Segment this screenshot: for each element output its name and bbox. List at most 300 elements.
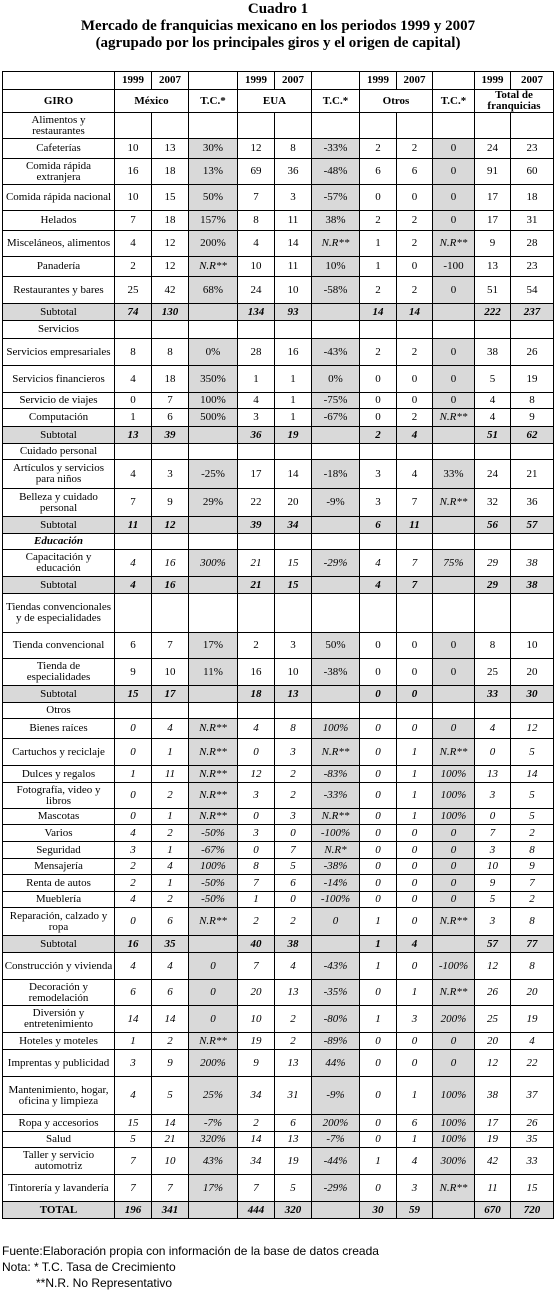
cell-otros-2007: 4 <box>397 1148 433 1175</box>
cell-otros-tc: 300% <box>433 1148 475 1175</box>
giro-label: Servicios financieros <box>3 366 115 393</box>
cell-total-2007: 237 <box>511 304 554 321</box>
cell-otros-1999: 2 <box>360 277 397 304</box>
cell-eua-1999: 14 <box>238 1132 275 1148</box>
cell-total-2007: 9 <box>511 409 554 427</box>
giro-label: Varios <box>3 825 115 842</box>
cell-eua-2007: 2 <box>275 1033 312 1050</box>
cell-otros-tc: N.R** <box>433 908 475 936</box>
cell-total-1999: 42 <box>475 1148 511 1175</box>
cell-otros-tc: 100% <box>433 766 475 783</box>
cell-total-1999: 10 <box>475 859 511 875</box>
cell-mexico-tc: 68% <box>189 277 238 304</box>
cell-mexico-1999: 11 <box>115 517 152 534</box>
cell-mexico-2007: 12 <box>152 257 189 277</box>
cell-otros-2007: 7 <box>397 577 433 594</box>
cell-otros-2007: 14 <box>397 304 433 321</box>
giro-label: Cafeterías <box>3 139 115 159</box>
section-row <box>3 321 554 339</box>
empty-cell <box>115 444 152 460</box>
cell-total-1999: 9 <box>475 875 511 892</box>
cell-eua-1999: 134 <box>238 304 275 321</box>
table-row <box>3 277 554 304</box>
cell-eua-tc: 0 <box>312 908 360 936</box>
subtotal-row <box>3 304 554 321</box>
cell-eua-tc <box>312 1202 360 1219</box>
cell-eua-tc <box>312 936 360 953</box>
cell-total-1999: 8 <box>475 633 511 659</box>
cell-eua-1999: 7 <box>238 1175 275 1202</box>
cell-otros-2007: 0 <box>397 892 433 908</box>
cell-mexico-2007: 2 <box>152 892 189 908</box>
subtotal-row <box>3 427 554 444</box>
table-row <box>3 257 554 277</box>
header-empty <box>312 72 360 90</box>
cell-mexico-tc <box>189 517 238 534</box>
cell-eua-2007: 2 <box>275 1006 312 1033</box>
cell-total-2007: 35 <box>511 1132 554 1148</box>
cell-eua-1999: 444 <box>238 1202 275 1219</box>
cell-otros-2007: 0 <box>397 825 433 842</box>
cell-mexico-1999: 0 <box>115 393 152 409</box>
cell-eua-tc: N.R** <box>312 231 360 257</box>
cell-total-2007: 26 <box>511 339 554 366</box>
cell-otros-1999: 3 <box>360 489 397 517</box>
cell-total-1999: 13 <box>475 766 511 783</box>
cell-mexico-tc: 200% <box>189 231 238 257</box>
cell-mexico-tc: 500% <box>189 409 238 427</box>
cell-mexico-2007: 7 <box>152 633 189 659</box>
cell-otros-tc <box>433 686 475 703</box>
cell-eua-1999: 21 <box>238 577 275 594</box>
giro-label: Computación <box>3 409 115 427</box>
cell-otros-tc: 0 <box>433 1033 475 1050</box>
empty-cell <box>189 534 238 550</box>
cell-otros-2007: 0 <box>397 842 433 859</box>
cell-mexico-1999: 8 <box>115 339 152 366</box>
cell-eua-tc: -44% <box>312 1148 360 1175</box>
empty-cell <box>275 444 312 460</box>
cell-mexico-2007: 7 <box>152 393 189 409</box>
cell-mexico-tc: 17% <box>189 1175 238 1202</box>
cell-otros-tc: 100% <box>433 783 475 809</box>
cell-eua-tc <box>312 427 360 444</box>
cell-otros-2007: 0 <box>397 953 433 980</box>
table-row <box>3 211 554 231</box>
section-label: Educación <box>3 534 115 550</box>
cell-mexico-tc: 300% <box>189 550 238 577</box>
cell-eua-2007: 3 <box>275 185 312 211</box>
cell-total-2007: 38 <box>511 577 554 594</box>
cell-otros-2007: 7 <box>397 489 433 517</box>
cell-otros-tc: 0 <box>433 211 475 231</box>
cell-mexico-1999: 25 <box>115 277 152 304</box>
cell-mexico-tc: N.R** <box>189 257 238 277</box>
cell-total-1999: 51 <box>475 427 511 444</box>
cell-mexico-tc: N.R** <box>189 1033 238 1050</box>
cell-total-1999: 222 <box>475 304 511 321</box>
header-mexico-1999: 1999 <box>115 72 152 90</box>
cell-eua-2007: 5 <box>275 859 312 875</box>
cell-total-1999: 5 <box>475 366 511 393</box>
cell-otros-1999: 2 <box>360 339 397 366</box>
cell-mexico-2007: 1 <box>152 842 189 859</box>
empty-cell <box>475 113 511 139</box>
cell-eua-1999: 3 <box>238 783 275 809</box>
subtotal-row <box>3 517 554 534</box>
cell-otros-1999: 4 <box>360 550 397 577</box>
cell-total-2007: 19 <box>511 366 554 393</box>
cell-eua-tc: -67% <box>312 409 360 427</box>
cell-otros-1999: 1 <box>360 257 397 277</box>
giro-label: Renta de autos <box>3 875 115 892</box>
table-row <box>3 980 554 1006</box>
cell-eua-1999: 4 <box>238 231 275 257</box>
cell-eua-2007: 20 <box>275 489 312 517</box>
cell-eua-1999: 10 <box>238 1006 275 1033</box>
cell-mexico-1999: 4 <box>115 892 152 908</box>
total-row <box>3 1202 554 1219</box>
cell-total-1999: 9 <box>475 231 511 257</box>
table-row <box>3 1148 554 1175</box>
cell-mexico-1999: 0 <box>115 719 152 739</box>
cell-otros-2007: 6 <box>397 159 433 185</box>
cell-eua-tc: 10% <box>312 257 360 277</box>
section-label: Alimentos y restaurantes <box>3 113 115 139</box>
cell-eua-1999: 4 <box>238 393 275 409</box>
giro-label: Panadería <box>3 257 115 277</box>
giro-label: Construcción y vivienda <box>3 953 115 980</box>
cell-otros-1999: 0 <box>360 825 397 842</box>
giro-label: Mascotas <box>3 809 115 825</box>
cell-otros-tc: 0 <box>433 139 475 159</box>
cell-mexico-tc: 0 <box>189 953 238 980</box>
table-row <box>3 809 554 825</box>
cell-mexico-1999: 9 <box>115 659 152 686</box>
cell-otros-2007: 0 <box>397 257 433 277</box>
cell-otros-1999: 1 <box>360 953 397 980</box>
cell-mexico-2007: 4 <box>152 719 189 739</box>
empty-cell <box>433 444 475 460</box>
cell-otros-1999: 0 <box>360 1077 397 1115</box>
section-row <box>3 113 554 139</box>
cell-total-2007: 8 <box>511 908 554 936</box>
cell-mexico-2007: 7 <box>152 1175 189 1202</box>
table-row <box>3 159 554 185</box>
cell-eua-tc <box>312 304 360 321</box>
cell-total-2007: 5 <box>511 739 554 766</box>
cell-otros-tc: 0 <box>433 277 475 304</box>
cell-mexico-tc <box>189 936 238 953</box>
cell-eua-tc <box>312 517 360 534</box>
cell-total-2007: 5 <box>511 809 554 825</box>
cell-otros-1999: 1 <box>360 231 397 257</box>
empty-cell <box>115 534 152 550</box>
cell-eua-2007: 38 <box>275 936 312 953</box>
empty-cell <box>312 703 360 719</box>
subtotal-label: Subtotal <box>3 427 115 444</box>
cell-mexico-1999: 4 <box>115 953 152 980</box>
table-row <box>3 489 554 517</box>
cell-total-2007: 19 <box>511 1006 554 1033</box>
cell-total-2007: 9 <box>511 859 554 875</box>
cell-eua-2007: 11 <box>275 257 312 277</box>
cell-total-1999: 25 <box>475 659 511 686</box>
empty-cell <box>152 703 189 719</box>
cell-eua-tc: -75% <box>312 393 360 409</box>
cell-otros-tc: 0 <box>433 892 475 908</box>
cell-otros-1999: 0 <box>360 892 397 908</box>
cell-eua-2007: 93 <box>275 304 312 321</box>
cell-mexico-2007: 39 <box>152 427 189 444</box>
cell-otros-2007: 0 <box>397 393 433 409</box>
cell-mexico-tc: 29% <box>189 489 238 517</box>
cell-otros-tc: -100 <box>433 257 475 277</box>
empty-cell <box>275 321 312 339</box>
cell-mexico-2007: 14 <box>152 1115 189 1132</box>
cell-total-2007: 720 <box>511 1202 554 1219</box>
cell-otros-2007: 3 <box>397 1175 433 1202</box>
table-row <box>3 875 554 892</box>
cell-eua-1999: 0 <box>238 739 275 766</box>
cell-eua-2007: 31 <box>275 1077 312 1115</box>
cell-mexico-2007: 9 <box>152 1050 189 1077</box>
cell-total-2007: 4 <box>511 1033 554 1050</box>
cell-eua-tc: -33% <box>312 783 360 809</box>
cell-total-1999: 13 <box>475 257 511 277</box>
empty-cell <box>433 594 475 633</box>
cell-otros-2007: 1 <box>397 739 433 766</box>
cell-mexico-1999: 14 <box>115 1006 152 1033</box>
giro-label: Diversión y entretenimiento <box>3 1006 115 1033</box>
cell-total-1999: 29 <box>475 577 511 594</box>
cell-otros-2007: 11 <box>397 517 433 534</box>
header-empty <box>3 72 115 90</box>
cell-eua-1999: 8 <box>238 211 275 231</box>
cell-total-2007: 54 <box>511 277 554 304</box>
cell-otros-1999: 30 <box>360 1202 397 1219</box>
cell-eua-tc: -43% <box>312 339 360 366</box>
cell-eua-1999: 18 <box>238 686 275 703</box>
cell-eua-tc: -29% <box>312 1175 360 1202</box>
cell-otros-tc <box>433 517 475 534</box>
empty-cell <box>115 594 152 633</box>
table-row <box>3 825 554 842</box>
cell-mexico-tc <box>189 1202 238 1219</box>
section-label: Servicios <box>3 321 115 339</box>
empty-cell <box>312 534 360 550</box>
cell-total-2007: 37 <box>511 1077 554 1115</box>
cell-total-2007: 26 <box>511 1115 554 1132</box>
header-total-1999: 1999 <box>475 72 511 90</box>
cell-mexico-1999: 2 <box>115 257 152 277</box>
subtotal-label: Subtotal <box>3 517 115 534</box>
cell-otros-1999: 0 <box>360 1175 397 1202</box>
cell-otros-2007: 0 <box>397 659 433 686</box>
cell-eua-2007: 1 <box>275 393 312 409</box>
cell-mexico-2007: 4 <box>152 859 189 875</box>
header-tc-eua: T.C.* <box>312 90 360 113</box>
cell-mexico-1999: 1 <box>115 1033 152 1050</box>
cell-total-1999: 0 <box>475 739 511 766</box>
cell-mexico-tc: 0% <box>189 339 238 366</box>
cell-eua-1999: 21 <box>238 550 275 577</box>
cell-eua-2007: 5 <box>275 1175 312 1202</box>
empty-cell <box>360 444 397 460</box>
cell-total-2007: 12 <box>511 719 554 739</box>
cell-eua-tc: -89% <box>312 1033 360 1050</box>
cell-eua-tc <box>312 577 360 594</box>
cell-total-1999: 38 <box>475 1077 511 1115</box>
empty-cell <box>238 534 275 550</box>
section-label: Cuidado personal <box>3 444 115 460</box>
cell-total-2007: 15 <box>511 1175 554 1202</box>
cell-eua-2007: 8 <box>275 719 312 739</box>
cell-mexico-2007: 16 <box>152 550 189 577</box>
cell-otros-1999: 0 <box>360 859 397 875</box>
nr-note: **N.R. No Representativo <box>36 1276 173 1290</box>
empty-cell <box>397 703 433 719</box>
cell-otros-tc: N.R** <box>433 980 475 1006</box>
cell-mexico-tc: -7% <box>189 1115 238 1132</box>
empty-cell <box>511 703 554 719</box>
table-row <box>3 859 554 875</box>
cell-total-1999: 91 <box>475 159 511 185</box>
empty-cell <box>189 321 238 339</box>
cell-total-1999: 3 <box>475 908 511 936</box>
section-label: Otros <box>3 703 115 719</box>
cell-eua-2007: 1 <box>275 366 312 393</box>
table-row <box>3 953 554 980</box>
cell-mexico-2007: 8 <box>152 339 189 366</box>
cell-total-1999: 19 <box>475 1132 511 1148</box>
cell-total-1999: 4 <box>475 393 511 409</box>
empty-cell <box>475 534 511 550</box>
cell-total-2007: 36 <box>511 489 554 517</box>
cell-mexico-tc: 200% <box>189 1050 238 1077</box>
cell-eua-tc: -9% <box>312 489 360 517</box>
empty-cell <box>312 594 360 633</box>
cell-mexico-1999: 3 <box>115 1050 152 1077</box>
giro-label: Decoración y remodelación <box>3 980 115 1006</box>
cell-eua-1999: 9 <box>238 1050 275 1077</box>
cell-eua-tc: -7% <box>312 1132 360 1148</box>
cell-eua-1999: 2 <box>238 633 275 659</box>
cell-otros-2007: 4 <box>397 460 433 489</box>
table-row <box>3 1175 554 1202</box>
empty-cell <box>238 703 275 719</box>
empty-cell <box>275 113 312 139</box>
cell-eua-1999: 40 <box>238 936 275 953</box>
empty-cell <box>238 444 275 460</box>
header-otros-1999: 1999 <box>360 72 397 90</box>
table-row <box>3 783 554 809</box>
cell-mexico-1999: 4 <box>115 550 152 577</box>
cell-mexico-tc: 13% <box>189 159 238 185</box>
cell-mexico-1999: 196 <box>115 1202 152 1219</box>
cell-otros-tc: N.R** <box>433 489 475 517</box>
empty-cell <box>475 321 511 339</box>
cell-eua-1999: 0 <box>238 842 275 859</box>
cell-eua-tc: -35% <box>312 980 360 1006</box>
cell-eua-1999: 8 <box>238 859 275 875</box>
cell-mexico-1999: 4 <box>115 231 152 257</box>
cell-mexico-1999: 15 <box>115 1115 152 1132</box>
giro-label: Helados <box>3 211 115 231</box>
cell-mexico-tc: N.R** <box>189 719 238 739</box>
cell-mexico-1999: 1 <box>115 766 152 783</box>
cell-mexico-2007: 2 <box>152 1033 189 1050</box>
cell-total-1999: 51 <box>475 277 511 304</box>
cell-otros-1999: 0 <box>360 393 397 409</box>
cell-total-1999: 24 <box>475 139 511 159</box>
cell-otros-tc: 0 <box>433 842 475 859</box>
cell-total-2007: 5 <box>511 783 554 809</box>
cell-otros-tc <box>433 304 475 321</box>
cell-mexico-1999: 15 <box>115 686 152 703</box>
cell-mexico-2007: 42 <box>152 277 189 304</box>
cell-mexico-2007: 10 <box>152 659 189 686</box>
table-row <box>3 1006 554 1033</box>
table-row <box>3 550 554 577</box>
cell-otros-1999: 1 <box>360 908 397 936</box>
cell-eua-1999: 34 <box>238 1077 275 1115</box>
cell-mexico-tc: 0 <box>189 1006 238 1033</box>
cell-eua-tc: -29% <box>312 550 360 577</box>
empty-cell <box>312 321 360 339</box>
cell-eua-2007: 10 <box>275 659 312 686</box>
cell-eua-1999: 1 <box>238 892 275 908</box>
giro-label: Capacitación y educación <box>3 550 115 577</box>
empty-cell <box>397 444 433 460</box>
cell-mexico-2007: 15 <box>152 185 189 211</box>
empty-cell <box>511 534 554 550</box>
cell-otros-2007: 3 <box>397 1006 433 1033</box>
cell-mexico-1999: 4 <box>115 460 152 489</box>
empty-cell <box>360 594 397 633</box>
cell-total-1999: 4 <box>475 409 511 427</box>
cell-otros-2007: 0 <box>397 1050 433 1077</box>
table-row <box>3 1050 554 1077</box>
empty-cell <box>360 703 397 719</box>
cell-eua-1999: 28 <box>238 339 275 366</box>
cell-total-2007: 7 <box>511 875 554 892</box>
cell-mexico-1999: 5 <box>115 1132 152 1148</box>
cell-otros-1999: 0 <box>360 1050 397 1077</box>
cell-otros-2007: 2 <box>397 409 433 427</box>
empty-cell <box>397 594 433 633</box>
cell-mexico-1999: 4 <box>115 577 152 594</box>
subtotal-row <box>3 577 554 594</box>
giro-label: Imprentas y publicidad <box>3 1050 115 1077</box>
cell-otros-2007: 1 <box>397 783 433 809</box>
cell-total-2007: 77 <box>511 936 554 953</box>
table-row <box>3 1132 554 1148</box>
cell-eua-1999: 7 <box>238 953 275 980</box>
giro-label: Comida rápida nacional <box>3 185 115 211</box>
giro-label: Bienes raíces <box>3 719 115 739</box>
cell-otros-tc <box>433 577 475 594</box>
cell-mexico-2007: 12 <box>152 517 189 534</box>
cell-otros-tc: 0 <box>433 633 475 659</box>
table-row <box>3 393 554 409</box>
cell-total-1999: 17 <box>475 1115 511 1132</box>
table-row <box>3 659 554 686</box>
cell-otros-tc: N.R** <box>433 1175 475 1202</box>
table-row <box>3 366 554 393</box>
giro-label: Belleza y cuidado personal <box>3 489 115 517</box>
cell-otros-1999: 6 <box>360 517 397 534</box>
